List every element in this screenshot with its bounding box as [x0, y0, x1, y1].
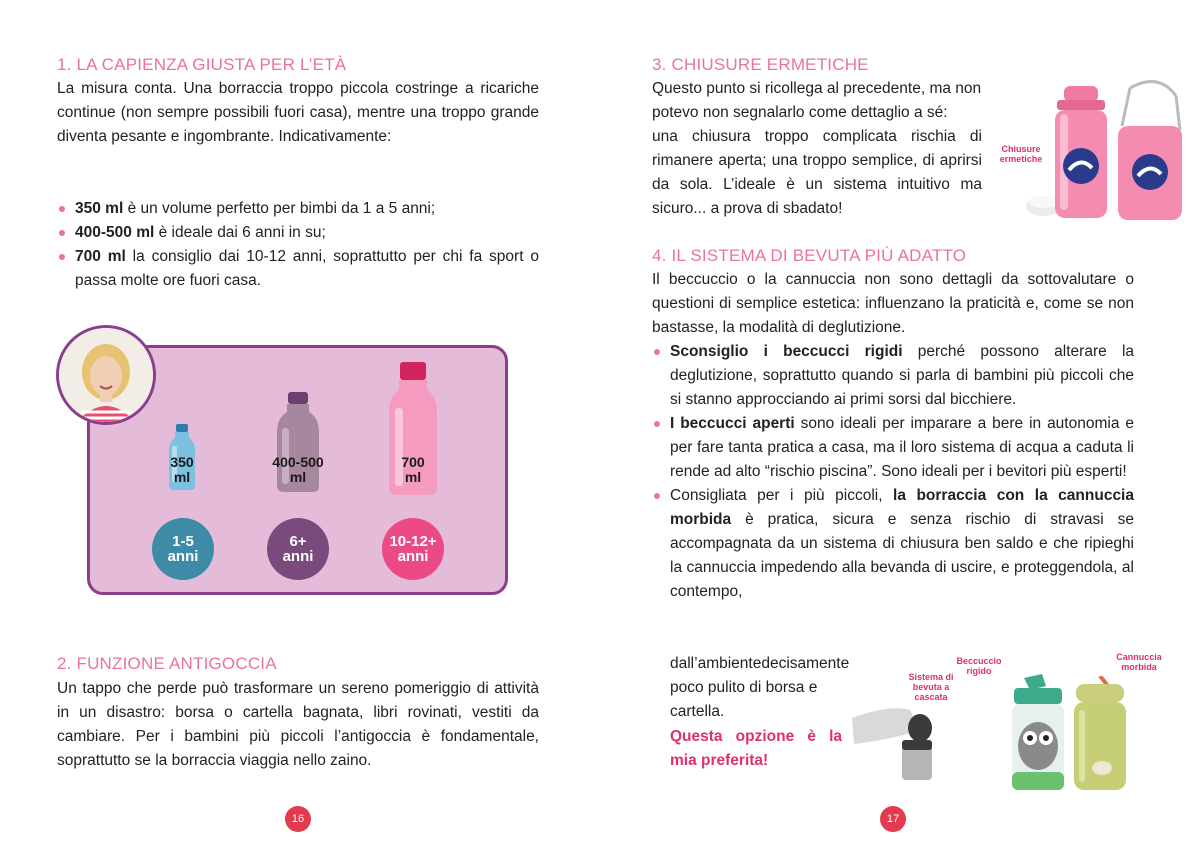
- age-badge-1-5: 1-5 anni: [152, 518, 214, 580]
- list-item: Consigliata per i più piccoli, la borraccia con la cannuccia morbida è pratica, sicura e senza rischio di stravasi se accompagnata da un sistema di chiusura ben saldo e che ripieghi la cannuccia impedendo alla bevanda di uscire, e proteggendola, al contempo,: [652, 484, 1134, 604]
- section2-title: 2. FUNZIONE ANTIGOCCIA: [57, 654, 277, 673]
- bottle-350-label: 350 ml: [170, 454, 194, 485]
- section3-title: 3. CHIUSURE ERMETICHE: [652, 55, 869, 74]
- owl-bottle-icon: [1008, 672, 1068, 792]
- author-avatar: [56, 325, 156, 425]
- section4-intro: Il beccuccio o la cannuccia non sono dettagli da sottovalutare o questioni di semplice estetica: influenzano la praticità e, come se non bastasse, la modalità di deglutizione.: [652, 271, 1134, 336]
- right-page: [596, 0, 1191, 842]
- list-item: 700 ml la consiglio dai 10-12 anni, soprattutto per chi fa sport o passa molte ore fuori casa.: [57, 245, 539, 293]
- tag-cascata: Sistema di bevuta a cascata: [908, 672, 954, 702]
- bottle-400-label: 400-500 ml: [272, 454, 324, 485]
- section3-text: una chiusura troppo complicata rischia di rimanere aperta; una troppo semplice, di aprirsi da sola. L’ideale è un sistema intuitivo ma sicuro... a prova di sbadato!: [652, 128, 982, 217]
- list-item: Sconsiglio i beccucci rigidi perché possono alterare la deglutizione, soprattutto quando si parla di bambini più piccoli che si stanno approcciando ai primi sorsi dal bicchiere.: [652, 340, 1134, 412]
- capacity-list: [57, 197, 539, 293]
- section4-tail: dall’ambientedecisamente poco pulito di borsa e cartella.: [670, 655, 850, 720]
- drinking-system-list: [652, 340, 1134, 604]
- section1-title: 1. LA CAPIENZA GIUSTA PER L’ETÀ: [57, 55, 347, 74]
- favorite-note: Questa opzione è la mia preferita!: [670, 728, 842, 769]
- list-item: I beccucci aperti sono ideali per imparare a bere in autonomia e per fare tanta pratica a casa, ma il loro sistema di acqua a caduta li rende ad alto “rischio piscina”. Sono ideali per i bevitori più esperti!: [652, 412, 1134, 484]
- list-item: 350 ml è un volume perfetto per bimbi da 1 a 5 anni;: [57, 197, 539, 221]
- left-page: [0, 0, 595, 842]
- section3-line1: Questo punto si ricollega al precedente, ma non: [652, 80, 982, 97]
- tag-morbida: Cannuccia morbida: [1116, 652, 1162, 672]
- steel-bottle-icon: [850, 700, 940, 792]
- hermetic-bottles-icon: [1024, 78, 1186, 226]
- tag-rigido: Beccuccio rigido: [956, 656, 1002, 676]
- bottle-700-label: 700 ml: [401, 454, 425, 485]
- page-number: 16: [285, 806, 311, 832]
- age-badge-10-12: 10-12+ anni: [382, 518, 444, 580]
- section2-text: Un tappo che perde può trasformare un sereno pomeriggio di attività in un disastro: borsa o cartella bagnata, libri rovinati, vestiti da cambiare. Per i bambini più piccoli l’antigoccia è fondamentale, soprattutto se la borraccia viaggia nello zaino.: [57, 680, 539, 769]
- straw-bottle-icon: [1070, 676, 1130, 792]
- page-number: 17: [880, 806, 906, 832]
- hermetic-tag: Chiusure ermetiche: [999, 144, 1043, 164]
- age-badge-6: 6+ anni: [267, 518, 329, 580]
- section1-intro: La misura conta. Una borraccia troppo piccola costringe a ricariche continue (non sempre possibili fuori casa), mentre una troppo grande diventa pesante e ingombrante. Indicativamente:: [57, 80, 539, 145]
- section3-line2: potevo non segnalarlo come dettaglio a sé:: [652, 104, 948, 121]
- section4-title: 4. IL SISTEMA DI BEVUTA PIÙ ADATTO: [652, 246, 967, 265]
- list-item: 400-500 ml è ideale dai 6 anni in su;: [57, 221, 539, 245]
